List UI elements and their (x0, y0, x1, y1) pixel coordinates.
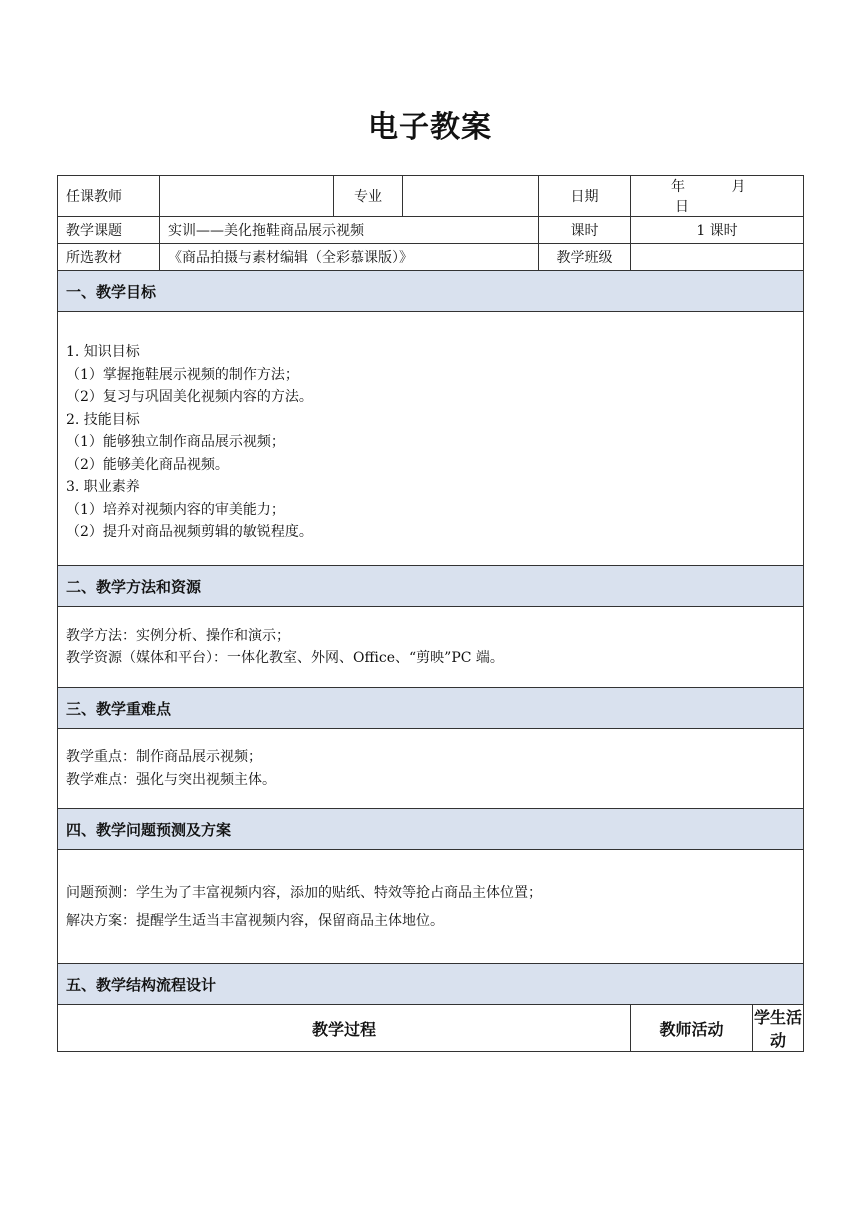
objective-line: （1）培养对视频内容的审美能力； (66, 501, 285, 518)
info-row-1 (58, 176, 804, 217)
info-row-2 (58, 217, 804, 244)
section-keypoints-title: 三、教学重难点 (58, 688, 804, 729)
section-objectives-header (58, 271, 804, 312)
class-label: 教学班级 (539, 244, 631, 271)
date-value[interactable] (631, 176, 804, 217)
problems-line: 问题预测：学生为了丰富视频内容，添加的贴纸、特效等抢占商品主体位置； (66, 884, 542, 901)
section-structure-header (58, 964, 804, 1005)
document-title: 电子教案 (368, 110, 492, 145)
problems-line: 解决方案：提醒学生适当丰富视频内容，保留商品主体地位。 (66, 912, 444, 929)
section-keypoints-header (58, 688, 804, 729)
teacher-label: 任课教师 (58, 176, 160, 217)
section-problems-body (58, 850, 804, 964)
teacher-value[interactable] (160, 176, 334, 217)
objective-line: （2）复习与巩固美化视频内容的方法。 (66, 389, 313, 406)
keypoints-line: 教学难点：强化与突出视频主体。 (66, 771, 276, 788)
section-objectives-body (58, 312, 804, 566)
class-value[interactable] (631, 244, 804, 271)
info-row-3 (58, 244, 804, 271)
objective-line: （2）能够美化商品视频。 (66, 456, 229, 473)
section-methods-body (58, 607, 804, 688)
textbook-label: 所选教材 (58, 244, 160, 271)
objective-line: 2. 技能目标 (66, 411, 140, 428)
topic-label: 教学课题 (58, 217, 160, 244)
col-teaching-process: 教学过程 (58, 1005, 631, 1052)
structure-column-headers (58, 1005, 804, 1052)
hours-label: 课时 (539, 217, 631, 244)
section-methods-header (58, 566, 804, 607)
date-day: 日 (675, 199, 689, 215)
date-month: 月 (731, 179, 746, 195)
problems-content[interactable] (58, 850, 804, 964)
objectives-content[interactable] (58, 312, 804, 566)
methods-line: 教学方法：实例分析、操作和演示； (66, 627, 290, 644)
major-label: 专业 (334, 176, 403, 217)
col-student-activity: 学生活动 (753, 1005, 804, 1052)
methods-content[interactable] (58, 607, 804, 688)
objective-line: （1）掌握拖鞋展示视频的制作方法； (66, 366, 299, 383)
section-methods-title: 二、教学方法和资源 (58, 566, 804, 607)
section-keypoints-body (58, 729, 804, 809)
section-objectives-title: 一、教学目标 (58, 271, 804, 312)
textbook-value[interactable]: 《商品拍摄与素材编辑（全彩慕课版）》 (160, 244, 539, 271)
keypoints-line: 教学重点：制作商品展示视频； (66, 749, 262, 765)
objective-line: 3. 职业素养 (66, 479, 140, 496)
section-problems-title: 四、教学问题预测及方案 (58, 809, 804, 850)
major-value[interactable] (403, 176, 539, 217)
objective-line: （1）能够独立制作商品展示视频； (66, 434, 285, 451)
objective-line: 1. 知识目标 (66, 344, 140, 361)
topic-value[interactable]: 实训——美化拖鞋商品展示视频 (160, 217, 539, 244)
keypoints-content[interactable] (58, 729, 804, 809)
methods-line: 教学资源（媒体和平台）：一体化教室、外网、Office、“剪映”PC 端。 (66, 650, 504, 666)
objective-line: （2）提升对商品视频剪辑的敏锐程度。 (66, 524, 313, 541)
lesson-plan-table (57, 175, 804, 1052)
section-problems-header (58, 809, 804, 850)
col-teacher-activity: 教师活动 (631, 1005, 753, 1052)
hours-value[interactable]: 1 课时 (631, 217, 804, 244)
section-structure-title: 五、教学结构流程设计 (58, 964, 804, 1005)
date-label: 日期 (539, 176, 631, 217)
date-year: 年 (671, 179, 685, 195)
